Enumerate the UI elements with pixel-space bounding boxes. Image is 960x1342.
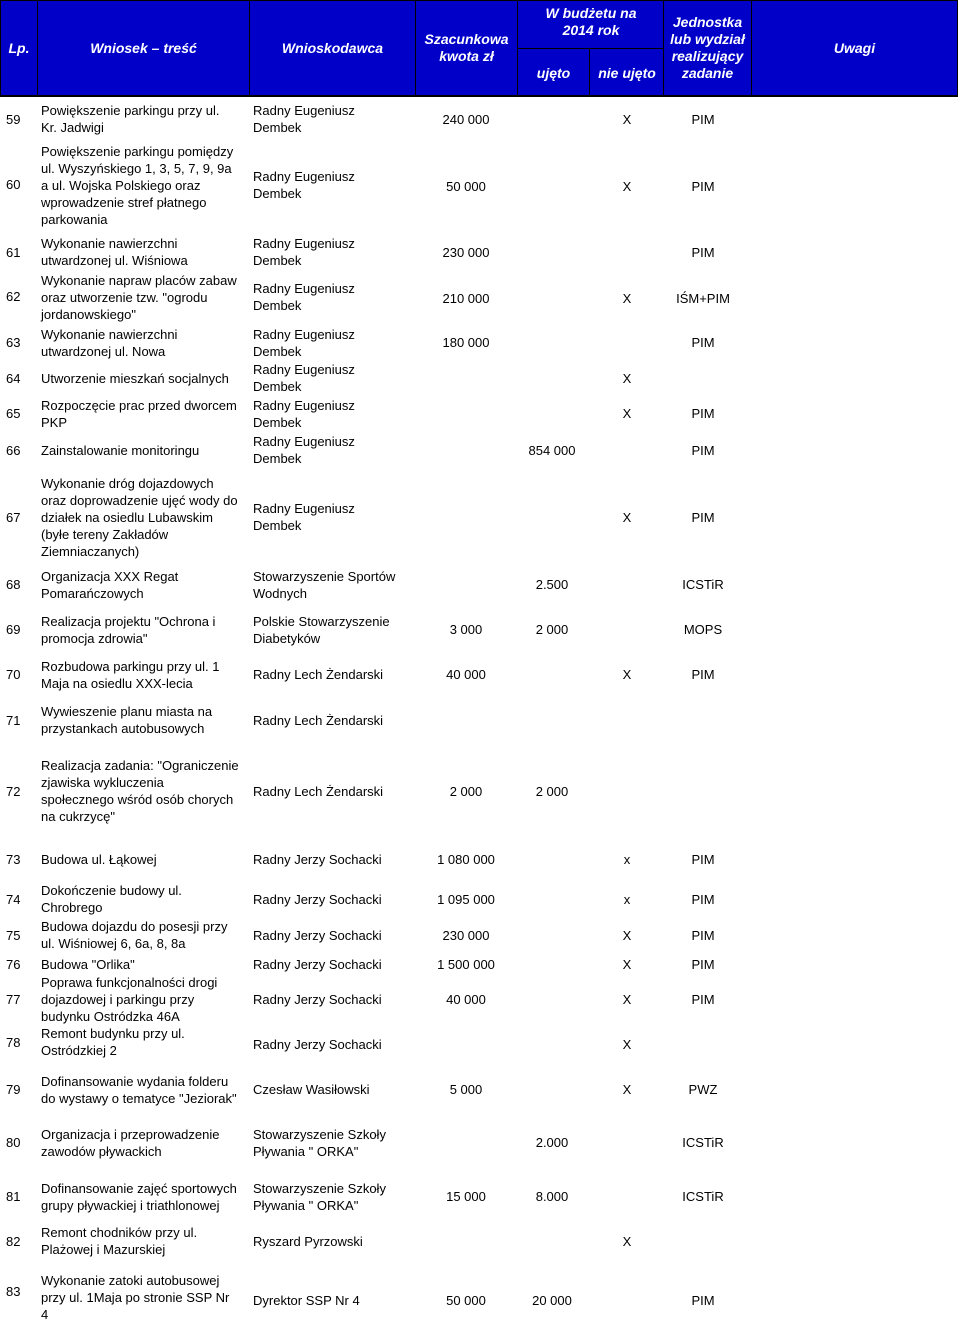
row-number: 63	[6, 335, 21, 350]
request-description-line: Plażowej i Mazurskiej	[41, 1242, 166, 1257]
row-number: 79	[6, 1082, 21, 1097]
request-description-line: społecznego wśród osób chorych	[41, 792, 234, 807]
responsible-unit: IŚM+PIM	[676, 291, 730, 306]
budget-included: 2.500	[535, 577, 569, 592]
responsible-unit: PIM	[691, 667, 715, 682]
row-number: 59	[6, 112, 21, 127]
budget-not-included: X	[622, 1037, 632, 1052]
budget-not-included: x	[623, 892, 631, 907]
request-description-line: Rozpoczęcie prac przed dworcem	[41, 398, 237, 413]
responsible-unit: PIM	[691, 928, 715, 943]
budget-included: 20 000	[532, 1293, 572, 1308]
applicant-line: Dembek	[253, 379, 302, 394]
budget-not-included: X	[622, 371, 632, 386]
applicant-line: Radny Eugeniusz	[253, 103, 355, 118]
budget-not-included: X	[622, 179, 632, 194]
row-number: 74	[6, 892, 21, 907]
request-description-line: budynku Ostródzka 46A	[41, 1009, 180, 1024]
row-number: 68	[6, 577, 21, 592]
applicant-line: Dembek	[253, 186, 302, 201]
request-description-line: ul. Wyszyńskiego 1, 3, 5, 7, 9, 9a	[41, 161, 232, 176]
request-description-line: Poprawa funkcjonalności drogi	[41, 975, 218, 990]
applicant-line: Polskie Stowarzyszenie	[253, 614, 390, 629]
request-description-line: Wykonanie napraw placów zabaw	[41, 273, 237, 288]
applicant-line: Stowarzyszenie Szkoły	[253, 1181, 386, 1196]
applicant-line: Pływania " ORKA"	[253, 1198, 359, 1213]
applicant-line: Wodnych	[253, 586, 307, 601]
request-description-line: (byłe tereny Zakładów	[41, 527, 169, 542]
row-number: 83	[6, 1284, 21, 1299]
request-description-line: Organizacja i przeprowadzenie	[41, 1127, 220, 1142]
header-nie-ujeto: nie ujęto	[598, 65, 656, 81]
responsible-unit: ICSTiR	[682, 1135, 724, 1150]
header-bottom-line	[0, 96, 958, 97]
request-description-line: przystankach autobusowych	[41, 721, 205, 736]
request-description-line: Dofinansowanie wydania folderu	[41, 1074, 229, 1089]
request-description-line: wprowadzenie stref płatnego	[41, 195, 207, 210]
request-description-line: Powiększenie parkingu pomiędzy	[41, 144, 234, 159]
estimated-amount: 240 000	[442, 112, 490, 127]
budget-not-included: X	[622, 1082, 632, 1097]
row-number: 69	[6, 622, 21, 637]
request-description-line: Zainstalowanie monitoringu	[41, 443, 200, 458]
row-number: 67	[6, 510, 21, 525]
request-description-line: Utworzenie mieszkań socjalnych	[41, 371, 229, 386]
request-description-line: Budowa "Orlika"	[41, 957, 135, 972]
budget-not-included: X	[622, 291, 632, 306]
responsible-unit: PIM	[691, 992, 715, 1007]
request-description-line: oraz utworzenie tzw. "ogrodu	[41, 290, 208, 305]
row-number: 76	[6, 957, 21, 972]
estimated-amount: 3 000	[449, 622, 483, 637]
responsible-unit: PIM	[691, 112, 715, 127]
request-description-line: Remont chodników przy ul.	[41, 1225, 198, 1240]
budget-included: 854 000	[528, 443, 576, 458]
responsible-unit: ICSTiR	[682, 577, 724, 592]
estimated-amount: 15 000	[446, 1189, 486, 1204]
request-description-line: działek na osiedlu Lubawskim	[41, 510, 213, 525]
applicant-line: Pływania " ORKA"	[253, 1144, 359, 1159]
request-description-line: grupy pływackiej i triathlonowej	[41, 1198, 220, 1213]
request-description-line: Realizacja projektu "Ochrona i	[41, 614, 216, 629]
budget-not-included: X	[622, 957, 632, 972]
request-description-line: ul. Wiśniowej 6, 6a, 8, 8a	[41, 936, 186, 951]
estimated-amount: 50 000	[446, 1293, 486, 1308]
estimated-amount: 5 000	[449, 1082, 483, 1097]
applicant-line: Radny Eugeniusz	[253, 501, 355, 516]
responsible-unit: PIM	[691, 892, 715, 907]
request-description-line: Ziemniaczanych)	[41, 544, 140, 559]
applicant-line: Stowarzyszenie Sportów	[253, 569, 396, 584]
request-description-line: dojazdowej i parkingu przy	[41, 992, 195, 1007]
request-description-line: oraz doprowadzenie ujęć wody do	[41, 493, 238, 508]
request-description-line: Wykonanie nawierzchni	[41, 236, 178, 251]
estimated-amount: 230 000	[442, 245, 490, 260]
row-number: 75	[6, 928, 21, 943]
request-description-line: promocja zdrowia"	[41, 631, 148, 646]
request-description-line: PKP	[41, 415, 68, 430]
row-number: 81	[6, 1189, 21, 1204]
applicant-line: Radny Jerzy Sochacki	[253, 928, 382, 943]
applicant-line: Radny Lech Żendarski	[253, 784, 384, 799]
budget-not-included: X	[622, 510, 632, 525]
header-uwagi: Uwagi	[833, 39, 876, 56]
header-budzet: W budżetu na 2014 rok	[545, 5, 637, 38]
applicant-line: Radny Lech Żendarski	[253, 667, 384, 682]
applicant-line: Dembek	[253, 451, 302, 466]
request-description-line: na cukrzycę"	[41, 809, 115, 824]
budget-included: 2 000	[535, 622, 569, 637]
request-description-line: jordanowskiego"	[41, 307, 136, 322]
responsible-unit: PIM	[691, 852, 715, 867]
budget-not-included: X	[622, 406, 632, 421]
row-number: 65	[6, 406, 21, 421]
table-header	[0, 0, 958, 96]
applicant-line: Dembek	[253, 344, 302, 359]
request-description-line: przy ul. 1Maja po stronie SSP Nr	[41, 1290, 230, 1305]
row-number: 72	[6, 784, 21, 799]
applicant-line: Radny Eugeniusz	[253, 434, 355, 449]
request-description-line: utwardzonej ul. Nowa	[41, 344, 166, 359]
row-number: 60	[6, 177, 21, 192]
applicant-line: Dembek	[253, 120, 302, 135]
request-description-line: a ul. Wojska Polskiego oraz	[41, 178, 201, 193]
responsible-unit: PIM	[691, 245, 715, 260]
budget-included: 2 000	[535, 784, 569, 799]
estimated-amount: 40 000	[446, 992, 486, 1007]
budget-included: 2.000	[535, 1135, 569, 1150]
request-description-line: Budowa ul. Łąkowej	[41, 852, 157, 867]
applicant-line: Radny Jerzy Sochacki	[253, 1037, 382, 1052]
responsible-unit: PIM	[691, 335, 715, 350]
row-number: 62	[6, 289, 21, 304]
budget-not-included: X	[622, 992, 632, 1007]
applicant-line: Radny Jerzy Sochacki	[253, 892, 382, 907]
request-description-line: Kr. Jadwigi	[41, 120, 104, 135]
request-description-line: Chrobrego	[41, 900, 103, 915]
request-description-line: Budowa dojazdu do posesji przy	[41, 919, 228, 934]
request-description-line: Wykonanie zatoki autobusowej	[41, 1273, 220, 1288]
row-number: 73	[6, 852, 21, 867]
row-number: 70	[6, 667, 21, 682]
responsible-unit: ICSTiR	[682, 1189, 724, 1204]
applicant-line: Radny Eugeniusz	[253, 236, 355, 251]
estimated-amount: 1 095 000	[437, 892, 495, 907]
request-description-line: Wywieszenie planu miasta na	[41, 704, 213, 719]
request-description-line: Ostródzkiej 2	[41, 1043, 117, 1058]
applicant-line: Stowarzyszenie Szkoły	[253, 1127, 386, 1142]
applicant-line: Radny Eugeniusz	[253, 169, 355, 184]
responsible-unit: MOPS	[683, 622, 723, 637]
row-number: 78	[6, 1035, 21, 1050]
request-description-line: parkowania	[41, 212, 108, 227]
request-description-line: Rozbudowa parkingu przy ul. 1	[41, 659, 220, 674]
row-number: 61	[6, 245, 21, 260]
request-description-line: Powiększenie parkingu przy ul.	[41, 103, 220, 118]
request-description-line: zjawiska wykluczenia	[41, 775, 164, 790]
estimated-amount: 230 000	[442, 928, 490, 943]
applicant-line: Dembek	[253, 415, 302, 430]
header-lp: Lp.	[1, 1, 38, 95]
estimated-amount: 1 080 000	[437, 852, 495, 867]
header-ujeto: ujęto	[536, 65, 571, 81]
request-description-line: Realizacja zadania: "Ograniczenie	[41, 758, 239, 773]
budget-not-included: x	[623, 852, 631, 867]
request-description-line: Remont budynku przy ul.	[41, 1026, 185, 1041]
row-number: 71	[6, 713, 21, 728]
request-description-line: Wykonanie nawierzchni	[41, 327, 178, 342]
row-number: 66	[6, 443, 21, 458]
responsible-unit: PWZ	[688, 1082, 718, 1097]
estimated-amount: 2 000	[449, 784, 483, 799]
header-split-line	[518, 48, 664, 49]
row-number: 80	[6, 1135, 21, 1150]
applicant-line: Radny Eugeniusz	[253, 281, 355, 296]
request-description-line: do wystawy o tematyce "Jeziorak"	[41, 1091, 237, 1106]
responsible-unit: PIM	[691, 179, 715, 194]
request-description-line: Pomarańczowych	[41, 586, 144, 601]
estimated-amount: 1 500 000	[437, 957, 495, 972]
estimated-amount: 210 000	[442, 291, 490, 306]
request-description-line: Dokończenie budowy ul.	[41, 883, 182, 898]
row-number: 82	[6, 1234, 21, 1249]
applicant-line: Radny Eugeniusz	[253, 362, 355, 377]
applicant-line: Radny Jerzy Sochacki	[253, 957, 382, 972]
estimated-amount: 180 000	[442, 335, 490, 350]
responsible-unit: PIM	[691, 957, 715, 972]
responsible-unit: PIM	[691, 443, 715, 458]
request-description-line: Dofinansowanie zajęć sportowych	[41, 1181, 237, 1196]
row-number: 77	[6, 992, 21, 1007]
row-number: 64	[6, 371, 21, 386]
request-description-line: Wykonanie dróg dojazdowych	[41, 476, 214, 491]
responsible-unit: PIM	[691, 406, 715, 421]
request-description-line: 4	[41, 1307, 49, 1322]
applicant-line: Dembek	[253, 253, 302, 268]
applicant-line: Czesław Wasiłowski	[253, 1082, 370, 1097]
budget-included: 8.000	[535, 1189, 569, 1204]
header-wnioskodawca: Wnioskodawca	[250, 1, 416, 95]
applicant-line: Dyrektor SSP Nr 4	[253, 1293, 360, 1308]
applicant-line: Radny Jerzy Sochacki	[253, 992, 382, 1007]
estimated-amount: 40 000	[446, 667, 486, 682]
header-jednostka: Jednostka lub wydział realizujący zadanie	[664, 1, 752, 95]
budget-not-included: X	[622, 667, 632, 682]
applicant-line: Dembek	[253, 518, 302, 533]
applicant-line: Radny Jerzy Sochacki	[253, 852, 382, 867]
applicant-line: Radny Eugeniusz	[253, 327, 355, 342]
request-description-line: Organizacja XXX Regat	[41, 569, 179, 584]
budget-not-included: X	[622, 112, 632, 127]
applicant-line: Radny Lech Żendarski	[253, 713, 384, 728]
applicant-line: Radny Eugeniusz	[253, 398, 355, 413]
applicant-line: Ryszard Pyrzowski	[253, 1234, 363, 1249]
request-description-line: zawodów pływackich	[41, 1144, 162, 1159]
responsible-unit: PIM	[691, 510, 715, 525]
applicant-line: Diabetyków	[253, 631, 321, 646]
header-wniosek: Wniosek – treść	[38, 1, 250, 95]
applicant-line: Dembek	[253, 298, 302, 313]
responsible-unit: PIM	[691, 1293, 715, 1308]
header-szacunkowa: Szacunkowa kwota zł	[416, 1, 518, 95]
budget-not-included: X	[622, 928, 632, 943]
estimated-amount: 50 000	[446, 179, 486, 194]
request-description-line: utwardzonej ul. Wiśniowa	[41, 253, 188, 268]
request-description-line: Maja na osiedlu XXX-lecia	[41, 676, 193, 691]
budget-not-included: X	[622, 1234, 632, 1249]
